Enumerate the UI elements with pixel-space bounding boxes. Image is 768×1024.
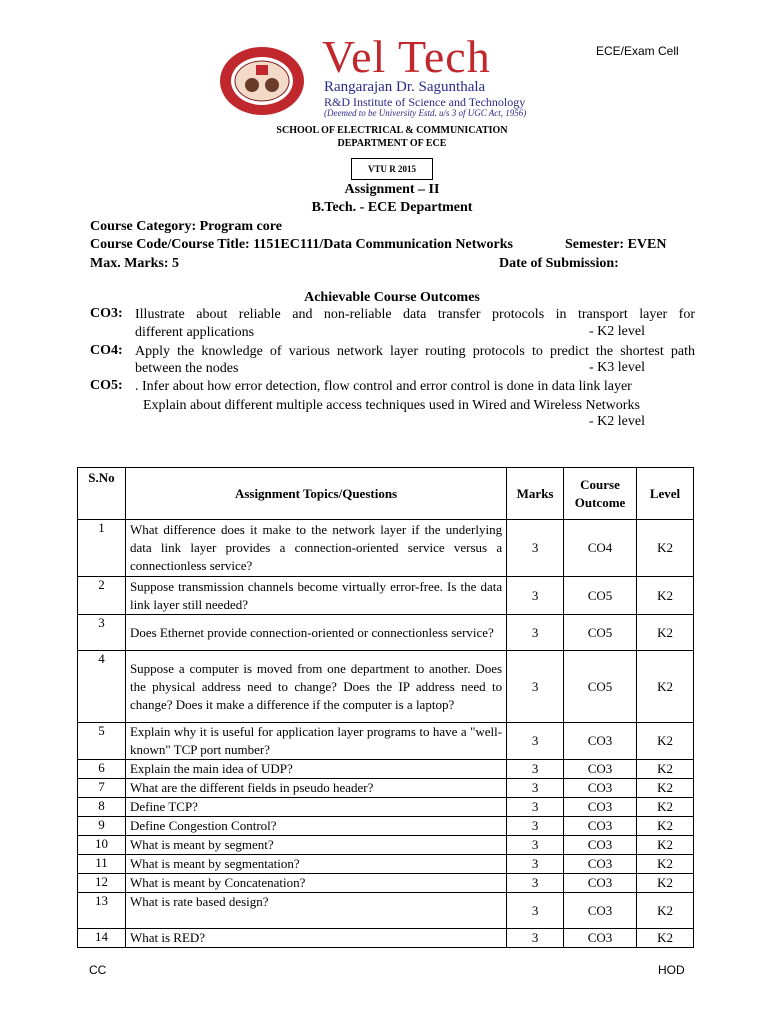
assignment-topics-table (77, 467, 694, 948)
cell-sno: 14 (78, 929, 126, 948)
cell-level: K2 (637, 723, 694, 760)
cell-level: K2 (637, 651, 694, 723)
cell-marks: 3 (507, 798, 564, 817)
cell-sno: 3 (78, 615, 126, 651)
exam-cell-label: ECE/Exam Cell (596, 44, 679, 58)
cell-question: What is meant by segment? (125, 836, 506, 855)
max-marks (90, 256, 179, 272)
brand-deemed-note: (Deemed to be University Estd. u/s 3 of UGC Act, 1956) (324, 108, 527, 118)
cell-outcome: CO3 (564, 798, 637, 817)
cell-question: What are the different fields in pseudo header? (125, 779, 506, 798)
cell-sno: 11 (78, 855, 126, 874)
outcome-text: Illustrate about reliable and non-reliable data transfer protocols in transport layer for (135, 307, 695, 322)
cell-marks: 3 (507, 615, 564, 651)
cell-question: What is meant by segmentation? (125, 855, 506, 874)
cell-outcome: CO3 (564, 779, 637, 798)
table-row (78, 615, 694, 651)
cell-question: What is meant by Concatenation? (125, 874, 506, 893)
cell-outcome: CO3 (564, 874, 637, 893)
cell-marks: 3 (507, 817, 564, 836)
outcome-level: - K2 level (589, 324, 645, 339)
table-row (78, 855, 694, 874)
cell-outcome: CO3 (564, 893, 637, 929)
cell-marks: 3 (507, 874, 564, 893)
cell-sno: 2 (78, 577, 126, 615)
table-row (78, 798, 694, 817)
cell-sno: 10 (78, 836, 126, 855)
outcome-text-cont: between the nodes (135, 361, 239, 376)
outcomes-title: Achievable Course Outcomes (304, 290, 480, 305)
cell-outcome: CO4 (564, 520, 637, 577)
outcome-label: CO5: (90, 378, 123, 393)
table-row (78, 779, 694, 798)
cell-sno: 5 (78, 723, 126, 760)
brand-institute: R&D Institute of Science and Technology (324, 95, 526, 109)
header-level: Level (637, 468, 694, 520)
cell-question: Define Congestion Control? (125, 817, 506, 836)
cell-question: What difference does it make to the network layer if the underlying data link layer provides a connection-oriented service versus a connectionless service? (125, 520, 506, 577)
cell-marks: 3 (507, 779, 564, 798)
cell-question: What is rate based design? (125, 893, 506, 929)
cell-outcome: CO5 (564, 615, 637, 651)
outcome-text: Apply the knowledge of various network layer routing protocols to predict the shortest path (135, 344, 695, 359)
school-name: SCHOOL OF ELECTRICAL & COMMUNICATION (276, 125, 508, 136)
table-row (78, 874, 694, 893)
cell-outcome: CO3 (564, 855, 637, 874)
cell-level: K2 (637, 855, 694, 874)
cell-marks: 3 (507, 520, 564, 577)
table-row (78, 929, 694, 948)
cell-marks: 3 (507, 929, 564, 948)
cell-sno: 13 (78, 893, 126, 929)
header-topics: Assignment Topics/Questions (125, 468, 506, 520)
header-outcome: Course Outcome (564, 468, 637, 520)
cell-outcome: CO5 (564, 651, 637, 723)
cell-sno: 7 (78, 779, 126, 798)
cell-outcome: CO3 (564, 929, 637, 948)
footer-cc: CC (89, 963, 107, 977)
cell-sno: 9 (78, 817, 126, 836)
cell-outcome: CO3 (564, 836, 637, 855)
table-row (78, 760, 694, 779)
cell-level: K2 (637, 577, 694, 615)
regulation-box: VTU R 2015 (351, 158, 433, 180)
outcome-text-cont: Explain about different multiple access techniques used in Wired and Wireless Networks (143, 398, 640, 413)
table-row (78, 577, 694, 615)
program-title: B.Tech. - ECE Department (311, 200, 473, 215)
outcome-level: - K3 level (589, 360, 645, 375)
cell-question: Explain why it is useful for application layer programs to have a "well-known" TCP port number? (125, 723, 506, 760)
cell-question: Explain the main idea of UDP? (125, 760, 506, 779)
outcome-level: - K2 level (589, 414, 645, 429)
table-row (78, 836, 694, 855)
max-marks-label: Max. Marks (90, 256, 164, 271)
cell-level: K2 (637, 893, 694, 929)
cell-level: K2 (637, 520, 694, 577)
cell-marks: 3 (507, 893, 564, 929)
department-name: DEPARTMENT OF ECE (337, 138, 447, 149)
cell-level: K2 (637, 798, 694, 817)
cell-marks: 3 (507, 577, 564, 615)
cell-level: K2 (637, 929, 694, 948)
table-row (78, 651, 694, 723)
semester: Semester: EVEN (565, 237, 667, 252)
cell-marks: 3 (507, 836, 564, 855)
brand-subtitle: Rangarajan Dr. Sagunthala (324, 79, 486, 95)
cell-marks: 3 (507, 760, 564, 779)
cell-sno: 6 (78, 760, 126, 779)
table-row (78, 723, 694, 760)
cell-sno: 4 (78, 651, 126, 723)
table-header-row (78, 468, 694, 520)
cell-question: What is RED? (125, 929, 506, 948)
cell-level: K2 (637, 760, 694, 779)
cell-question: Suppose a computer is moved from one department to another. Does the physical address need to change? Does the IP address need to change? Does it make a difference if the computer is a laptop? (125, 651, 506, 723)
brand-name: Vel Tech (322, 31, 491, 82)
cell-question: Does Ethernet provide connection-oriented or connectionless service? (125, 615, 506, 651)
cell-question: Define TCP? (125, 798, 506, 817)
assignment-title: Assignment – II (344, 182, 440, 197)
cell-marks: 3 (507, 651, 564, 723)
cell-outcome: CO3 (564, 723, 637, 760)
cell-marks: 3 (507, 723, 564, 760)
header-marks: Marks (507, 468, 564, 520)
header-sno: S.No (78, 468, 126, 520)
outcome-label: CO3: (90, 306, 123, 321)
date-of-submission: Date of Submission: (499, 256, 619, 271)
table-row (78, 520, 694, 577)
cell-marks: 3 (507, 855, 564, 874)
max-marks-value: : 5 (163, 256, 180, 271)
cell-outcome: CO3 (564, 760, 637, 779)
cell-outcome: CO3 (564, 817, 637, 836)
course-code-title: Course Code/Course Title: 1151EC111/Data Communication Networks (90, 237, 513, 252)
course-category: Course Category: Program core (90, 219, 282, 234)
cell-sno: 1 (78, 520, 126, 577)
cell-level: K2 (637, 836, 694, 855)
cell-sno: 12 (78, 874, 126, 893)
cell-level: K2 (637, 817, 694, 836)
outcome-label: CO4: (90, 343, 123, 358)
outcome-text-cont: different applications (135, 325, 255, 340)
cell-level: K2 (637, 615, 694, 651)
outcome-text: . Infer about how error detection, flow control and error control is done in data link layer (135, 379, 632, 394)
cell-level: K2 (637, 779, 694, 798)
cell-question: Suppose transmission channels become virtually error-free. Is the data link layer still needed? (125, 577, 506, 615)
footer-hod: HOD (658, 963, 685, 977)
cell-level: K2 (637, 874, 694, 893)
cell-outcome: CO5 (564, 577, 637, 615)
table-row (78, 817, 694, 836)
cell-sno: 8 (78, 798, 126, 817)
table-row (78, 893, 694, 929)
institution-seal (218, 45, 306, 117)
